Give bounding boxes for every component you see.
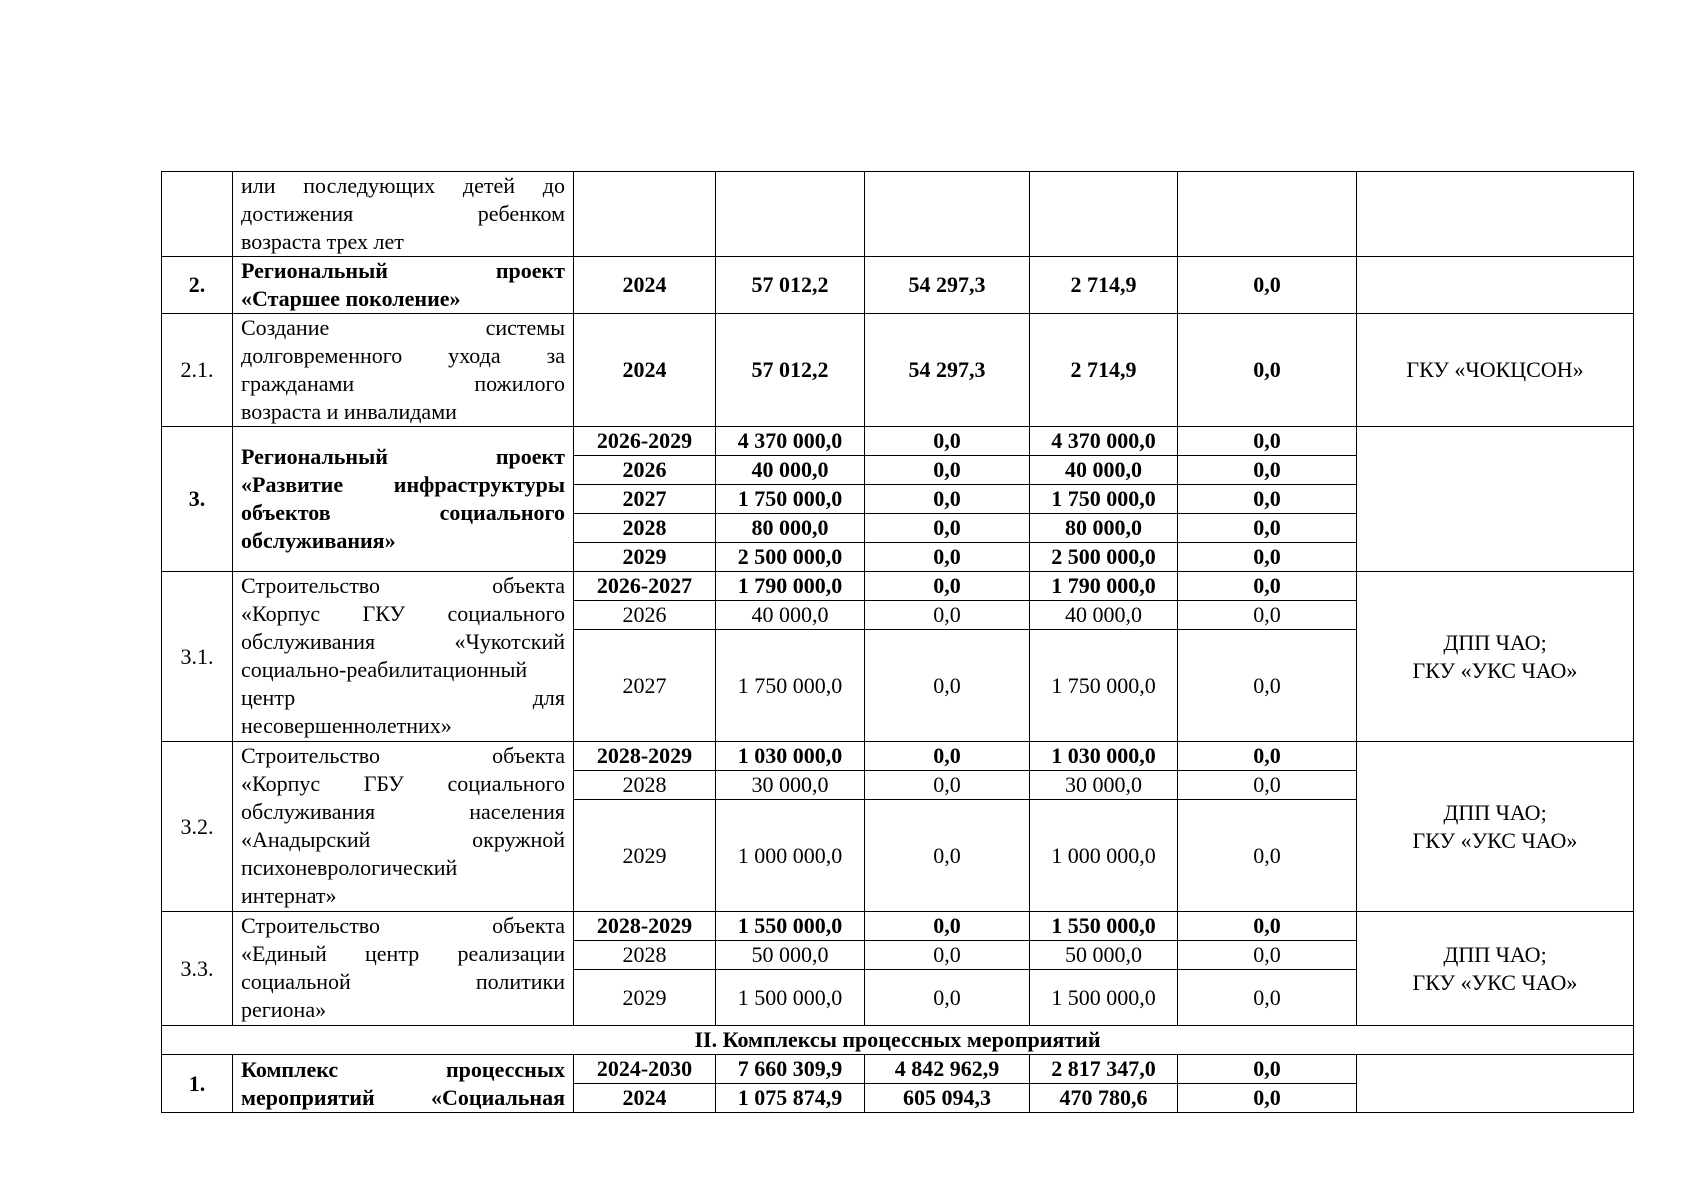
year-cell: 2028-2029 bbox=[574, 742, 716, 771]
total-cell: 1 550 000,0 bbox=[716, 912, 865, 941]
executor-cell bbox=[1357, 427, 1634, 572]
federal-cell: 0,0 bbox=[865, 543, 1030, 572]
total-cell: 80 000,0 bbox=[716, 514, 865, 543]
regional-cell: 1 790 000,0 bbox=[1030, 572, 1178, 601]
federal-cell: 54 297,3 bbox=[865, 314, 1030, 427]
other-cell: 0,0 bbox=[1178, 572, 1357, 601]
total-cell: 4 370 000,0 bbox=[716, 427, 865, 456]
federal-cell: 0,0 bbox=[865, 800, 1030, 912]
section-title: II. Комплексы процессных мероприятий bbox=[162, 1026, 1634, 1055]
budget-table bbox=[161, 171, 1634, 1113]
regional-cell: 2 817 347,0 bbox=[1030, 1055, 1178, 1084]
measure-name: Региональный проект «Развитие инфраструктуры объектов социального обслуживания» bbox=[233, 427, 574, 572]
table-row bbox=[162, 172, 1634, 257]
regional-cell: 4 370 000,0 bbox=[1030, 427, 1178, 456]
measure-name: Строительство объекта «Корпус ГКУ социального обслуживания «Чукотский социально-реабилитационный центр для несовершеннолетних» bbox=[233, 572, 574, 742]
regional-cell: 1 750 000,0 bbox=[1030, 630, 1178, 742]
total-cell: 57 012,2 bbox=[716, 257, 865, 314]
table-row bbox=[162, 257, 1634, 314]
regional-cell: 1 550 000,0 bbox=[1030, 912, 1178, 941]
other-cell: 0,0 bbox=[1178, 485, 1357, 514]
other-cell: 0,0 bbox=[1178, 912, 1357, 941]
total-cell: 30 000,0 bbox=[716, 771, 865, 800]
total-cell bbox=[716, 172, 865, 257]
total-cell: 1 790 000,0 bbox=[716, 572, 865, 601]
year-cell: 2026 bbox=[574, 601, 716, 630]
table-row bbox=[162, 427, 1634, 456]
regional-cell: 80 000,0 bbox=[1030, 514, 1178, 543]
total-cell: 50 000,0 bbox=[716, 941, 865, 970]
measure-name: или последующих детей до достижения ребенком возраста трех лет bbox=[233, 172, 574, 257]
row-number: 3. bbox=[162, 427, 233, 572]
year-cell: 2028 bbox=[574, 941, 716, 970]
table-row bbox=[162, 314, 1634, 427]
table-row bbox=[162, 912, 1634, 941]
total-cell: 40 000,0 bbox=[716, 456, 865, 485]
total-cell: 1 500 000,0 bbox=[716, 970, 865, 1026]
regional-cell: 40 000,0 bbox=[1030, 601, 1178, 630]
federal-cell: 0,0 bbox=[865, 427, 1030, 456]
executor-cell: ДПП ЧАО; ГКУ «УКС ЧАО» bbox=[1357, 572, 1634, 742]
year-cell: 2024 bbox=[574, 257, 716, 314]
regional-cell: 40 000,0 bbox=[1030, 456, 1178, 485]
federal-cell: 0,0 bbox=[865, 771, 1030, 800]
year-cell: 2027 bbox=[574, 630, 716, 742]
total-cell: 1 750 000,0 bbox=[716, 485, 865, 514]
other-cell: 0,0 bbox=[1178, 456, 1357, 485]
other-cell: 0,0 bbox=[1178, 970, 1357, 1026]
other-cell bbox=[1178, 172, 1357, 257]
measure-name: Создание системы долговременного ухода за гражданами пожилого возраста и инвалидами bbox=[233, 314, 574, 427]
regional-cell: 2 714,9 bbox=[1030, 257, 1178, 314]
measure-name: Региональный проект «Старшее поколение» bbox=[233, 257, 574, 314]
year-cell: 2029 bbox=[574, 800, 716, 912]
other-cell: 0,0 bbox=[1178, 257, 1357, 314]
row-number: 2. bbox=[162, 257, 233, 314]
year-cell: 2028 bbox=[574, 771, 716, 800]
federal-cell: 54 297,3 bbox=[865, 257, 1030, 314]
total-cell: 1 075 874,9 bbox=[716, 1084, 865, 1113]
total-cell: 1 750 000,0 bbox=[716, 630, 865, 742]
federal-cell: 0,0 bbox=[865, 601, 1030, 630]
year-cell: 2024 bbox=[574, 1084, 716, 1113]
regional-cell: 2 714,9 bbox=[1030, 314, 1178, 427]
federal-cell: 0,0 bbox=[865, 970, 1030, 1026]
year-cell: 2026-2027 bbox=[574, 572, 716, 601]
executor-cell: ГКУ «ЧОКЦСОН» bbox=[1357, 314, 1634, 427]
year-cell: 2024-2030 bbox=[574, 1055, 716, 1084]
table-row bbox=[162, 742, 1634, 771]
federal-cell: 0,0 bbox=[865, 630, 1030, 742]
federal-cell: 0,0 bbox=[865, 485, 1030, 514]
row-number: 3.1. bbox=[162, 572, 233, 742]
year-cell: 2029 bbox=[574, 970, 716, 1026]
total-cell: 1 030 000,0 bbox=[716, 742, 865, 771]
other-cell: 0,0 bbox=[1178, 630, 1357, 742]
other-cell: 0,0 bbox=[1178, 314, 1357, 427]
federal-cell: 0,0 bbox=[865, 742, 1030, 771]
federal-cell: 0,0 bbox=[865, 941, 1030, 970]
section-header-row bbox=[162, 1026, 1634, 1055]
federal-cell: 0,0 bbox=[865, 514, 1030, 543]
year-cell: 2024 bbox=[574, 314, 716, 427]
measure-name: Комплекс процессных мероприятий «Социальная bbox=[233, 1055, 574, 1113]
other-cell: 0,0 bbox=[1178, 771, 1357, 800]
regional-cell: 2 500 000,0 bbox=[1030, 543, 1178, 572]
other-cell: 0,0 bbox=[1178, 800, 1357, 912]
row-number bbox=[162, 172, 233, 257]
regional-cell bbox=[1030, 172, 1178, 257]
row-number: 3.2. bbox=[162, 742, 233, 912]
year-cell: 2026 bbox=[574, 456, 716, 485]
table-row bbox=[162, 572, 1634, 601]
total-cell: 40 000,0 bbox=[716, 601, 865, 630]
executor-cell bbox=[1357, 257, 1634, 314]
other-cell: 0,0 bbox=[1178, 941, 1357, 970]
federal-cell: 605 094,3 bbox=[865, 1084, 1030, 1113]
federal-cell: 4 842 962,9 bbox=[865, 1055, 1030, 1084]
other-cell: 0,0 bbox=[1178, 742, 1357, 771]
regional-cell: 470 780,6 bbox=[1030, 1084, 1178, 1113]
measure-name: Строительство объекта «Корпус ГБУ социального обслуживания населения «Анадырский окружной психоневрологический интернат» bbox=[233, 742, 574, 912]
year-cell: 2028-2029 bbox=[574, 912, 716, 941]
federal-cell bbox=[865, 172, 1030, 257]
other-cell: 0,0 bbox=[1178, 514, 1357, 543]
executor-cell bbox=[1357, 172, 1634, 257]
other-cell: 0,0 bbox=[1178, 1084, 1357, 1113]
executor-cell: ДПП ЧАО; ГКУ «УКС ЧАО» bbox=[1357, 912, 1634, 1026]
other-cell: 0,0 bbox=[1178, 601, 1357, 630]
regional-cell: 1 030 000,0 bbox=[1030, 742, 1178, 771]
year-cell bbox=[574, 172, 716, 257]
federal-cell: 0,0 bbox=[865, 572, 1030, 601]
regional-cell: 1 750 000,0 bbox=[1030, 485, 1178, 514]
row-number: 3.3. bbox=[162, 912, 233, 1026]
regional-cell: 1 000 000,0 bbox=[1030, 800, 1178, 912]
measure-name: Строительство объекта «Единый центр реализации социальной политики региона» bbox=[233, 912, 574, 1026]
executor-cell: ДПП ЧАО; ГКУ «УКС ЧАО» bbox=[1357, 742, 1634, 912]
year-cell: 2027 bbox=[574, 485, 716, 514]
federal-cell: 0,0 bbox=[865, 912, 1030, 941]
total-cell: 1 000 000,0 bbox=[716, 800, 865, 912]
other-cell: 0,0 bbox=[1178, 1055, 1357, 1084]
year-cell: 2026-2029 bbox=[574, 427, 716, 456]
other-cell: 0,0 bbox=[1178, 543, 1357, 572]
other-cell: 0,0 bbox=[1178, 427, 1357, 456]
executor-cell bbox=[1357, 1055, 1634, 1113]
federal-cell: 0,0 bbox=[865, 456, 1030, 485]
total-cell: 7 660 309,9 bbox=[716, 1055, 865, 1084]
total-cell: 2 500 000,0 bbox=[716, 543, 865, 572]
regional-cell: 50 000,0 bbox=[1030, 941, 1178, 970]
row-number: 2.1. bbox=[162, 314, 233, 427]
total-cell: 57 012,2 bbox=[716, 314, 865, 427]
regional-cell: 30 000,0 bbox=[1030, 771, 1178, 800]
year-cell: 2029 bbox=[574, 543, 716, 572]
row-number: 1. bbox=[162, 1055, 233, 1113]
table-row bbox=[162, 1055, 1634, 1084]
year-cell: 2028 bbox=[574, 514, 716, 543]
regional-cell: 1 500 000,0 bbox=[1030, 970, 1178, 1026]
